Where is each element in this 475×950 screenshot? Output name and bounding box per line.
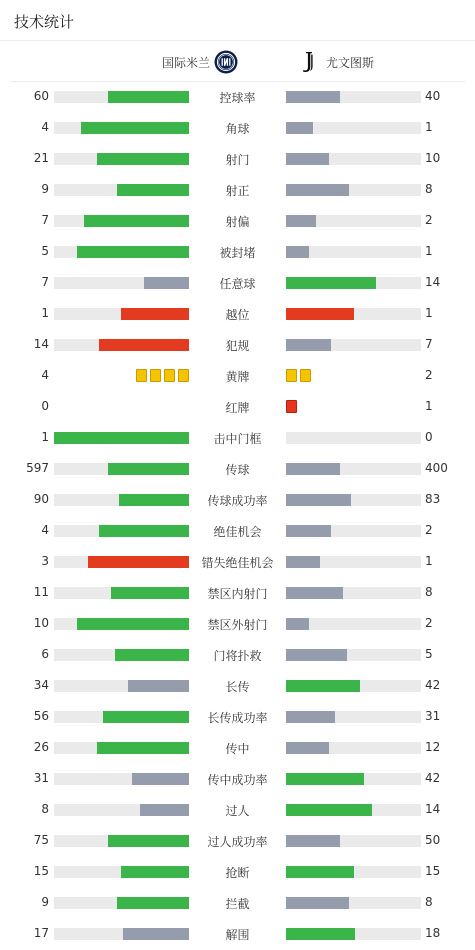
away-stat-bar — [286, 432, 421, 444]
home-stat-value: 31 — [33, 771, 49, 785]
stat-label: 传中 — [225, 742, 250, 756]
home-stat-value: 0 — [41, 399, 49, 413]
home-stat-bar-fill — [115, 649, 189, 661]
away-stat-bar-fill — [286, 277, 376, 289]
away-stat-value: 8 — [425, 585, 433, 599]
away-stat-bar — [286, 897, 421, 909]
home-stat-bar — [54, 587, 189, 599]
home-team[interactable] — [162, 49, 238, 75]
home-stat-bar — [54, 897, 189, 909]
stat-row — [0, 825, 475, 856]
stat-label: 过人 — [225, 804, 250, 818]
away-stat-bar — [286, 835, 421, 847]
stat-row — [0, 763, 475, 794]
stat-label: 被封堵 — [219, 246, 256, 260]
stat-row — [0, 546, 475, 577]
stat-row — [0, 298, 475, 329]
stat-row — [0, 856, 475, 887]
away-stat-bar — [286, 928, 421, 940]
away-stat-value: 1 — [425, 120, 433, 134]
stat-row — [0, 205, 475, 236]
stat-row — [0, 732, 475, 763]
home-stat-bar-fill — [77, 618, 189, 630]
stat-label: 绝佳机会 — [213, 525, 262, 539]
away-stat-bar-fill — [286, 308, 354, 320]
yellow-card-icon — [164, 369, 175, 382]
away-stat-value: 2 — [425, 213, 433, 227]
home-stat-bar — [54, 91, 189, 103]
stat-label: 任意球 — [219, 277, 256, 291]
home-stat-bar — [54, 215, 189, 227]
away-stat-value: 83 — [425, 492, 441, 506]
away-stat-bar-fill — [286, 742, 329, 754]
home-stat-value: 56 — [33, 709, 49, 723]
home-stat-bar — [54, 773, 189, 785]
away-stat-value: 8 — [425, 895, 433, 909]
home-stat-value: 90 — [33, 492, 49, 506]
stat-label: 射偏 — [225, 215, 250, 229]
stat-label: 解围 — [225, 928, 250, 942]
home-stat-bar-fill — [97, 153, 189, 165]
home-stat-value: 5 — [41, 244, 49, 258]
away-stat-bar-fill — [286, 246, 309, 258]
away-stat-value: 2 — [425, 523, 433, 537]
home-stat-value: 75 — [33, 833, 49, 847]
home-stat-value: 10 — [33, 616, 49, 630]
away-stat-bar-fill — [286, 680, 360, 692]
home-stat-value: 8 — [41, 802, 49, 816]
away-stat-value: 1 — [425, 554, 433, 568]
away-stat-bar — [286, 463, 421, 475]
away-stat-bar — [286, 153, 421, 165]
home-stat-bar-fill — [108, 463, 189, 475]
away-stat-bar-fill — [286, 91, 340, 103]
stat-label: 错失绝佳机会 — [201, 556, 274, 570]
away-team[interactable] — [296, 49, 374, 75]
away-stat-bar-fill — [286, 897, 349, 909]
stat-row — [0, 81, 475, 112]
away-stat-bar — [286, 494, 421, 506]
home-stat-value: 11 — [33, 585, 49, 599]
away-stat-bar — [286, 184, 421, 196]
home-stat-bar-fill — [111, 587, 189, 599]
home-stat-bar-fill — [54, 432, 189, 444]
stat-row — [0, 453, 475, 484]
home-stat-bar-fill — [140, 804, 189, 816]
away-stat-value: 40 — [425, 89, 441, 103]
stat-label: 抢断 — [225, 866, 250, 880]
home-stat-value: 9 — [41, 182, 49, 196]
home-stat-bar — [54, 525, 189, 537]
away-stat-value: 5 — [425, 647, 433, 661]
home-stat-value: 7 — [41, 213, 49, 227]
away-stat-bar — [286, 680, 421, 692]
away-team-name: 尤文图斯 — [326, 55, 375, 70]
away-stat-value: 400 — [425, 461, 448, 475]
away-stat-bar — [286, 122, 421, 134]
stat-label: 射门 — [225, 153, 250, 167]
header — [0, 0, 475, 41]
away-stat-bar-fill — [286, 153, 329, 165]
home-stat-bar — [54, 184, 189, 196]
home-stat-bar-fill — [103, 711, 189, 723]
away-stat-value: 2 — [425, 368, 433, 382]
home-stat-bar — [54, 308, 189, 320]
home-stat-value: 15 — [33, 864, 49, 878]
stat-row — [0, 422, 475, 453]
stat-label: 射正 — [225, 184, 250, 198]
home-team-name: 国际米兰 — [161, 55, 210, 70]
away-stat-value: 0 — [425, 430, 433, 444]
away-stat-value: 10 — [425, 151, 441, 165]
home-stat-bar-fill — [117, 184, 189, 196]
home-stat-bar-fill — [121, 308, 189, 320]
home-stat-bar — [54, 556, 189, 568]
home-stat-bar — [54, 122, 189, 134]
home-stat-bar-fill — [132, 773, 189, 785]
away-stat-bar — [286, 649, 421, 661]
stat-label: 门将扑救 — [213, 649, 262, 663]
away-stat-bar — [286, 91, 421, 103]
home-stat-value: 17 — [33, 926, 49, 940]
home-stat-bar — [54, 711, 189, 723]
stat-label: 传球 — [225, 463, 250, 477]
away-stat-value: 12 — [425, 740, 441, 754]
stat-row — [0, 267, 475, 298]
stat-label: 长传 — [225, 680, 250, 694]
away-stat-bar-fill — [286, 866, 354, 878]
away-stat-value: 1 — [425, 306, 433, 320]
stat-label: 长传成功率 — [207, 711, 268, 725]
away-stat-bar — [286, 618, 421, 630]
stat-label: 控球率 — [219, 91, 256, 105]
inter-milan-logo-icon — [214, 50, 238, 74]
away-stat-value: 15 — [425, 864, 441, 878]
home-stat-value: 1 — [41, 430, 49, 444]
home-stat-value: 4 — [41, 120, 49, 134]
stat-row — [0, 639, 475, 670]
away-stat-bar-fill — [286, 494, 351, 506]
home-cards — [136, 369, 189, 382]
away-stat-bar-fill — [286, 618, 309, 630]
home-stat-bar — [54, 246, 189, 258]
away-stat-bar-fill — [286, 184, 349, 196]
stat-row — [0, 391, 475, 422]
away-stat-value: 1 — [425, 244, 433, 258]
yellow-card-icon — [286, 369, 297, 382]
away-stat-value: 31 — [425, 709, 441, 723]
home-stat-bar-fill — [144, 277, 189, 289]
away-stat-bar — [286, 742, 421, 754]
home-stat-bar-fill — [108, 91, 189, 103]
home-stat-value: 14 — [33, 337, 49, 351]
stat-row — [0, 515, 475, 546]
away-stat-bar — [286, 277, 421, 289]
home-stat-bar — [54, 680, 189, 692]
stat-label: 传中成功率 — [207, 773, 268, 787]
home-stat-bar-fill — [77, 246, 189, 258]
home-stat-bar — [54, 742, 189, 754]
away-stat-value: 1 — [425, 399, 433, 413]
stat-label: 越位 — [225, 308, 250, 322]
home-stat-value: 1 — [41, 306, 49, 320]
home-stat-value: 4 — [41, 368, 49, 382]
home-stat-bar — [54, 618, 189, 630]
home-stat-value: 597 — [26, 461, 49, 475]
yellow-card-icon — [150, 369, 161, 382]
away-stat-bar — [286, 246, 421, 258]
stat-row — [0, 701, 475, 732]
home-stat-bar-fill — [81, 122, 189, 134]
home-stat-bar — [54, 835, 189, 847]
stat-label: 角球 — [225, 122, 250, 136]
away-stat-bar — [286, 587, 421, 599]
home-stat-bar — [54, 804, 189, 816]
away-cards — [286, 400, 297, 413]
yellow-card-icon — [178, 369, 189, 382]
home-stat-bar-fill — [99, 339, 189, 351]
away-stat-bar — [286, 308, 421, 320]
home-stat-bar — [54, 432, 189, 444]
yellow-card-icon — [136, 369, 147, 382]
home-stat-value: 3 — [41, 554, 49, 568]
home-stat-bar-fill — [88, 556, 189, 568]
away-stat-bar-fill — [286, 463, 340, 475]
home-stat-bar-fill — [99, 525, 189, 537]
stat-label: 红牌 — [225, 401, 250, 415]
home-stat-bar-fill — [128, 680, 189, 692]
home-stat-value: 21 — [33, 151, 49, 165]
stat-label: 传球成功率 — [207, 494, 268, 508]
away-stat-bar-fill — [286, 556, 320, 568]
home-stat-bar-fill — [117, 897, 189, 909]
home-stat-value: 7 — [41, 275, 49, 289]
home-stat-bar — [54, 153, 189, 165]
away-stat-value: 18 — [425, 926, 441, 940]
away-stat-bar — [286, 773, 421, 785]
stat-row — [0, 360, 475, 391]
away-stat-bar-fill — [286, 804, 372, 816]
away-stat-bar-fill — [286, 711, 335, 723]
stat-row — [0, 577, 475, 608]
stat-row — [0, 670, 475, 701]
stat-label: 拦截 — [225, 897, 250, 911]
away-stat-value: 42 — [425, 771, 441, 785]
stat-row — [0, 484, 475, 515]
away-stat-bar-fill — [286, 215, 316, 227]
away-stat-bar-fill — [286, 339, 331, 351]
stat-row — [0, 143, 475, 174]
juventus-logo-icon — [296, 50, 320, 74]
away-stat-bar — [286, 215, 421, 227]
away-stat-bar — [286, 866, 421, 878]
away-stat-bar-fill — [286, 773, 364, 785]
home-stat-value: 6 — [41, 647, 49, 661]
home-stat-bar-fill — [84, 215, 189, 227]
away-stat-value: 42 — [425, 678, 441, 692]
stat-label: 禁区外射门 — [207, 618, 268, 632]
away-stat-bar-fill — [286, 835, 340, 847]
away-cards — [286, 369, 311, 382]
stat-row — [0, 329, 475, 360]
away-stat-value: 2 — [425, 616, 433, 630]
stat-row — [0, 236, 475, 267]
home-stat-bar — [54, 339, 189, 351]
stat-row — [0, 112, 475, 143]
home-stat-bar — [54, 866, 189, 878]
page-title: 技术统计 — [14, 13, 75, 31]
away-stat-value: 7 — [425, 337, 433, 351]
home-stat-bar-fill — [97, 742, 189, 754]
away-stat-bar — [286, 711, 421, 723]
stat-row — [0, 794, 475, 825]
away-stat-bar-fill — [286, 587, 343, 599]
away-stat-bar — [286, 804, 421, 816]
home-stat-bar-fill — [119, 494, 189, 506]
home-stat-value: 9 — [41, 895, 49, 909]
stat-row — [0, 174, 475, 205]
stat-label: 禁区内射门 — [207, 587, 268, 601]
home-stat-bar — [54, 928, 189, 940]
yellow-card-icon — [300, 369, 311, 382]
home-stat-value: 60 — [33, 89, 49, 103]
home-stat-bar-fill — [108, 835, 189, 847]
away-stat-bar-fill — [286, 122, 313, 134]
red-card-icon — [286, 400, 297, 413]
home-stat-bar — [54, 277, 189, 289]
away-stat-bar — [286, 339, 421, 351]
home-stat-value: 4 — [41, 523, 49, 537]
home-stat-bar — [54, 649, 189, 661]
away-stat-value: 50 — [425, 833, 441, 847]
home-stat-bar-fill — [123, 928, 189, 940]
away-stat-value: 8 — [425, 182, 433, 196]
away-stat-bar-fill — [286, 525, 331, 537]
away-stat-value: 14 — [425, 802, 441, 816]
away-stat-bar-fill — [286, 928, 355, 940]
away-stat-value: 14 — [425, 275, 441, 289]
stat-label: 黄牌 — [225, 370, 250, 384]
stat-label: 过人成功率 — [207, 835, 268, 849]
stat-row — [0, 887, 475, 918]
home-stat-bar — [54, 463, 189, 475]
away-stat-bar — [286, 525, 421, 537]
stat-label: 击中门框 — [213, 432, 262, 446]
away-stat-bar-fill — [286, 649, 347, 661]
home-stat-value: 26 — [33, 740, 49, 754]
home-stat-bar — [54, 494, 189, 506]
away-stat-bar — [286, 556, 421, 568]
stat-row — [0, 918, 475, 949]
stat-label: 犯规 — [225, 339, 250, 353]
teams-bar — [10, 42, 465, 82]
stat-row — [0, 608, 475, 639]
home-stat-bar-fill — [121, 866, 189, 878]
home-stat-value: 34 — [33, 678, 49, 692]
